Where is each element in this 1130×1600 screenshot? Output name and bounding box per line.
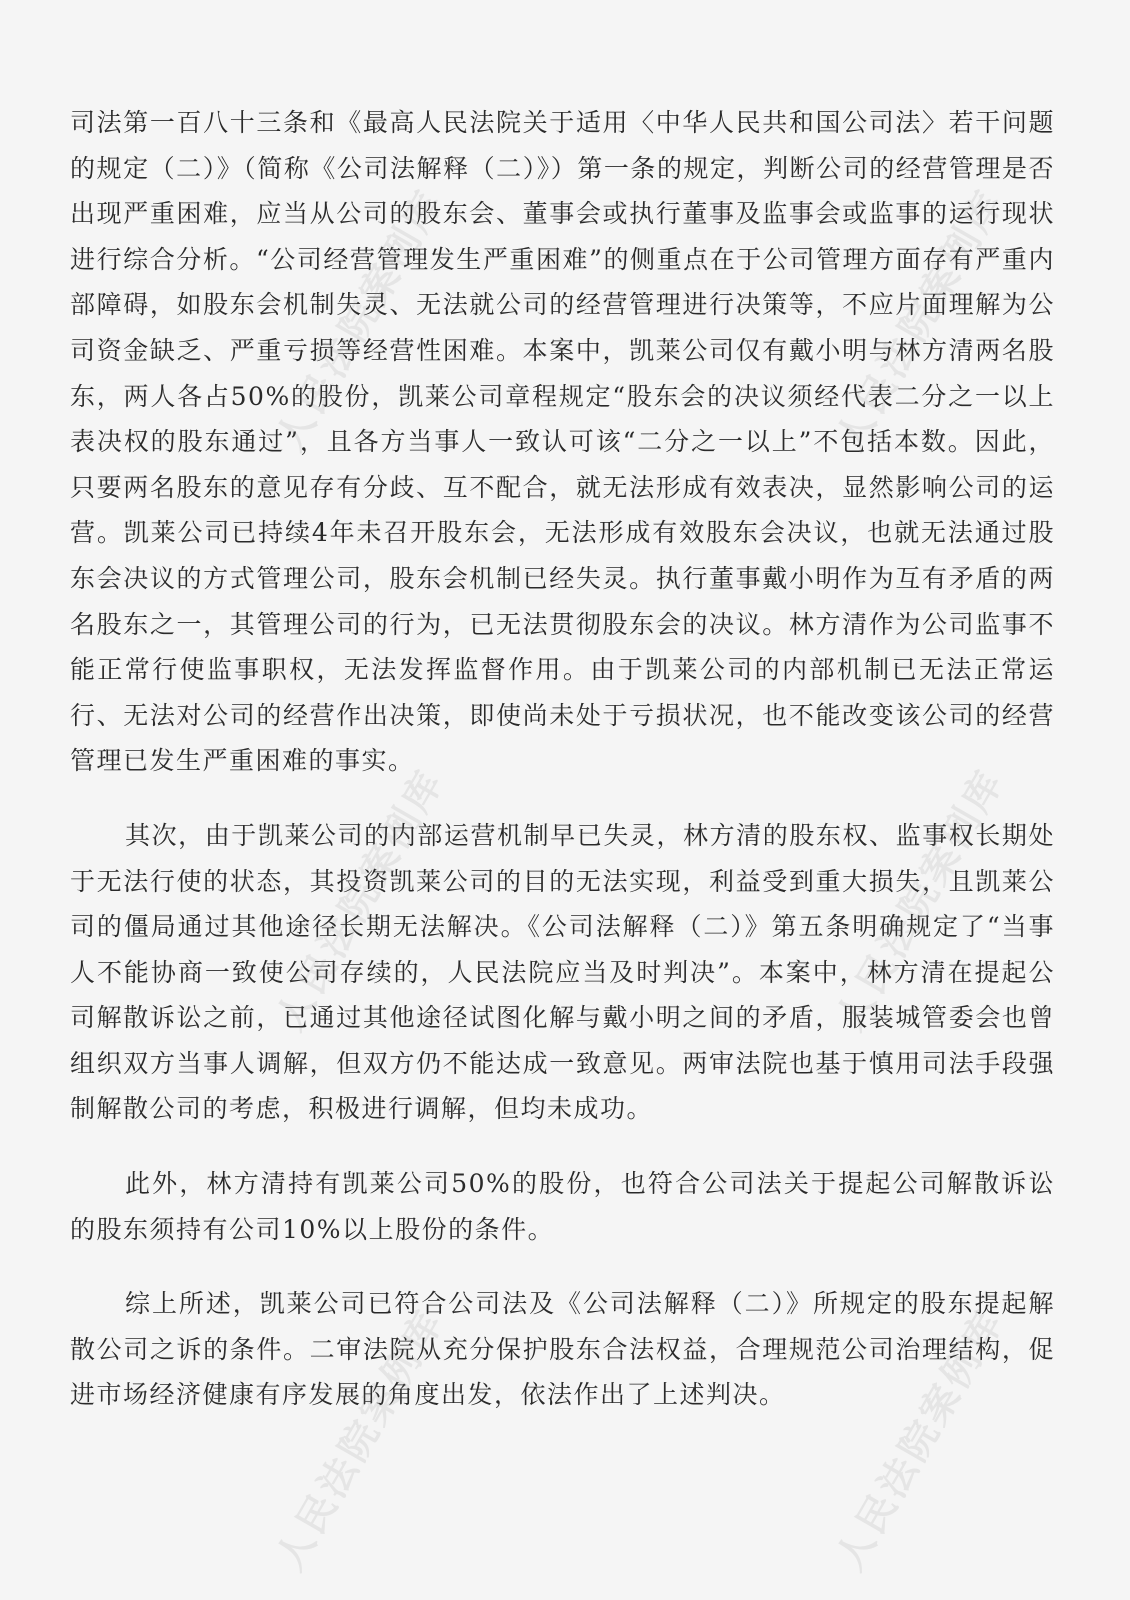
paragraph-conclusion: 综上所述，凯莱公司已符合公司法及《公司法解释（二）》所规定的股东提起解散公司之诉的条件。二审法院从充分保护股东合法权益，合理规范公司治理结构，促进市场经济健康有序发展的角度出发，依法作出了上述判决。 [70,1289,1055,1410]
paragraph-additionally: 此外，林方清持有凯莱公司50%的股份，也符合公司法关于提起公司解散诉讼的股东须持有公司10%以上股份的条件。 [70,1169,1055,1244]
watermark-stamp: 人民法院案例库 [267,1300,453,1578]
watermark-stamp: 人民法院案例库 [267,180,453,458]
watermark-stamp: 人民法院案例库 [827,1300,1013,1578]
document-body [70,100,1055,1418]
watermark-stamp: 人民法院案例库 [267,760,453,1038]
paragraph-secondly: 其次，由于凯莱公司的内部运营机制早已失灵，林方清的股东权、监事权长期处于无法行使的状态，其投资凯莱公司的目的无法实现，利益受到重大损失，且凯莱公司的僵局通过其他途径长期无法解决。《公司法解释（二）》第五条明确规定了“当事人不能协商一致使公司存续的，人民法院应当及时判决”。本案中，林方清在提起公司解散诉讼之前，已通过其他途径试图化解与戴小明之间的矛盾，服装城管委会也曾组织双方当事人调解，但双方仍不能达成一致意见。两审法院也基于慎用司法手段强制解散公司的考虑，积极进行调解，但均未成功。 [70,820,1055,1124]
paragraph-analysis: 司法第一百八十三条和《最高人民法院关于适用〈中华人民共和国公司法〉若干问题的规定（二）》（简称《公司法解释（二）》）第一条的规定，判断公司的经营管理是否出现严重困难，应当从公司的股东会、董事会或执行董事及监事会或监事的运行现状进行综合分析。“公司经营管理发生严重困难”的侧重点在于公司管理方面存有严重内部障碍，如股东会机制失灵、无法就公司的经营管理进行决策等，不应片面理解为公司资金缺乏、严重亏损等经营性困难。本案中，凯莱公司仅有戴小明与林方清两名股东，两人各占50%的股份，凯莱公司章程规定“股东会的决议须经代表二分之一以上表决权的股东通过”，且各方当事人一致认可该“二分之一以上”不包括本数。因此，只要两名股东的意见存有分歧、互不配合，就无法形成有效表决，显然影响公司的运营。凯莱公司已持续4年未召开股东会，无法形成有效股东会决议，也就无法通过股东会决议的方式管理公司，股东会机制已经失灵。执行董事戴小明作为互有矛盾的两名股东之一，其管理公司的行为，已无法贯彻股东会的决议。林方清作为公司监事不能正常行使监事职权，无法发挥监督作用。由于凯莱公司的内部机制已无法正常运行、无法对公司的经营作出决策，即使尚未处于亏损状况，也不能改变该公司的经营管理已发生严重困难的事实。 [70,108,1055,776]
watermark-stamp: 人民法院案例库 [827,180,1013,458]
watermark-stamp: 人民法院案例库 [827,760,1013,1038]
